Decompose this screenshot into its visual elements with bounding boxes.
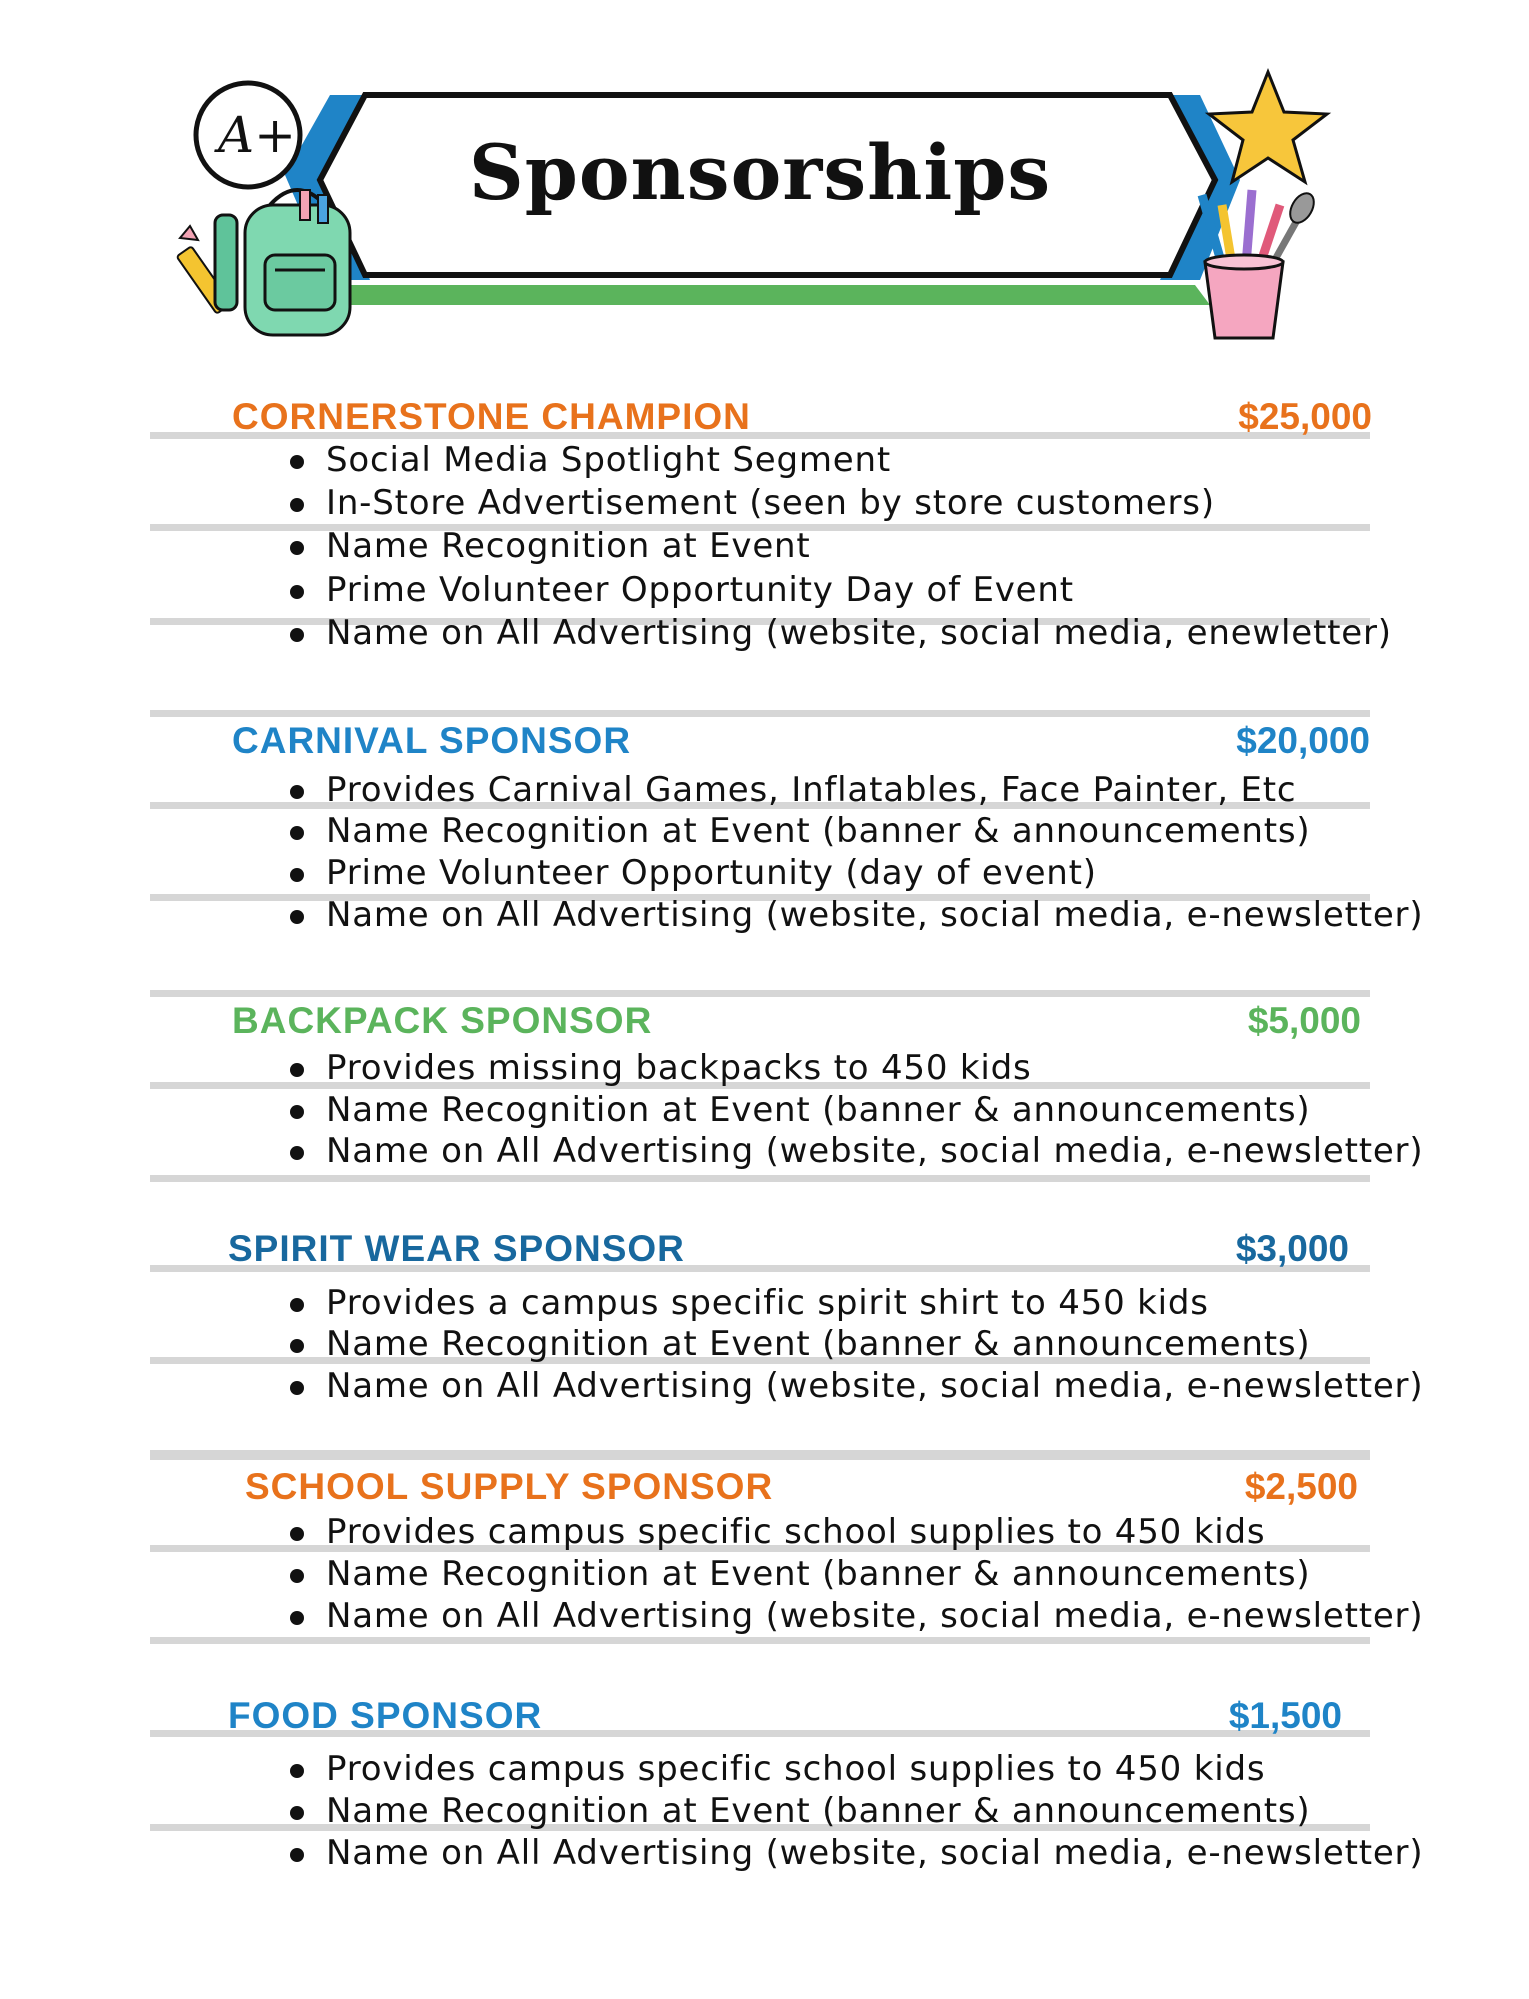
- tier-title: BACKPACK SPONSOR: [232, 1000, 653, 1041]
- banner-green-band: [340, 285, 1210, 305]
- benefit-item: In-Store Advertisement (seen by store customers): [326, 483, 1215, 523]
- bullet-icon: [290, 1806, 304, 1820]
- grade-badge-text: A+: [218, 106, 297, 164]
- divider-rule: [150, 1637, 1370, 1644]
- bullet-icon: [290, 1527, 304, 1541]
- tier-title: SCHOOL SUPPLY SPONSOR: [245, 1466, 774, 1507]
- benefit-item: Provides campus specific school supplies to 450 kids: [326, 1512, 1266, 1552]
- page-title: Sponsorships: [468, 128, 1052, 217]
- benefit-item: Name Recognition at Event (banner & announcements): [326, 1324, 1311, 1364]
- bullet-icon: [290, 1848, 304, 1862]
- bullet-icon: [290, 826, 304, 840]
- benefit-item: Name on All Advertising (website, social media, e-newsletter): [326, 1833, 1424, 1873]
- benefit-item: Name on All Advertising (website, social media, e-newsletter): [326, 1596, 1424, 1636]
- divider-rule: [150, 1175, 1370, 1182]
- benefit-item: Name Recognition at Event: [326, 526, 811, 566]
- benefit-item: Provides Carnival Games, Inflatables, Face Painter, Etc: [326, 770, 1297, 810]
- tier-price: $2,500: [1244, 1466, 1358, 1507]
- bullet-icon: [290, 910, 304, 924]
- tier-title: FOOD SPONSOR: [228, 1695, 543, 1736]
- bullet-icon: [290, 1146, 304, 1160]
- bullet-icon: [290, 541, 304, 555]
- bullet-icon: [290, 585, 304, 599]
- bullet-icon: [290, 1063, 304, 1077]
- benefit-item: Provides missing backpacks to 450 kids: [326, 1048, 1032, 1088]
- benefit-item: Provides a campus specific spirit shirt to 450 kids: [326, 1283, 1209, 1323]
- tier-price: $5,000: [1247, 1000, 1361, 1041]
- benefit-item: Prime Volunteer Opportunity (day of event): [326, 853, 1097, 893]
- bullet-icon: [290, 1611, 304, 1625]
- tier-title: SPIRIT WEAR SPONSOR: [228, 1228, 685, 1269]
- bullet-icon: [290, 785, 304, 799]
- tier-title: CORNERSTONE CHAMPION: [232, 396, 751, 437]
- bullet-icon: [290, 628, 304, 642]
- bullet-icon: [290, 868, 304, 882]
- tier-price: $25,000: [1238, 396, 1372, 437]
- bullet-icon: [290, 1105, 304, 1119]
- tier-price: $3,000: [1235, 1228, 1349, 1269]
- pencil-cup-icon: [1202, 189, 1319, 338]
- benefit-item: Name on All Advertising (website, social media, e-newsletter): [326, 1366, 1424, 1406]
- bullet-icon: [290, 1381, 304, 1395]
- divider-rule: [150, 710, 1370, 717]
- benefit-item: Social Media Spotlight Segment: [326, 440, 891, 480]
- benefit-item: Name Recognition at Event (banner & announcements): [326, 811, 1311, 851]
- bullet-icon: [290, 1569, 304, 1583]
- bullet-icon: [290, 1298, 304, 1312]
- header-banner: [0, 0, 1529, 360]
- bullet-icon: [290, 455, 304, 469]
- divider-rule: [150, 1453, 1370, 1460]
- divider-rule: [150, 990, 1370, 997]
- tier-title: CARNIVAL SPONSOR: [232, 720, 632, 761]
- benefit-item: Name on All Advertising (website, social media, enewletter): [326, 613, 1392, 653]
- backpack-icon: [215, 190, 350, 335]
- tier-price: $1,500: [1228, 1695, 1342, 1736]
- benefit-item: Name Recognition at Event (banner & announcements): [326, 1554, 1311, 1594]
- benefit-item: Name Recognition at Event (banner & announcements): [326, 1090, 1311, 1130]
- bullet-icon: [290, 1764, 304, 1778]
- benefit-item: Name on All Advertising (website, social media, e-newsletter): [326, 895, 1424, 935]
- tier-price: $20,000: [1236, 720, 1370, 761]
- benefit-item: Provides campus specific school supplies to 450 kids: [326, 1749, 1266, 1789]
- benefit-item: Name on All Advertising (website, social media, e-newsletter): [326, 1131, 1424, 1171]
- bullet-icon: [290, 498, 304, 512]
- benefit-item: Name Recognition at Event (banner & announcements): [326, 1791, 1311, 1831]
- benefit-item: Prime Volunteer Opportunity Day of Event: [326, 570, 1074, 610]
- bullet-icon: [290, 1339, 304, 1353]
